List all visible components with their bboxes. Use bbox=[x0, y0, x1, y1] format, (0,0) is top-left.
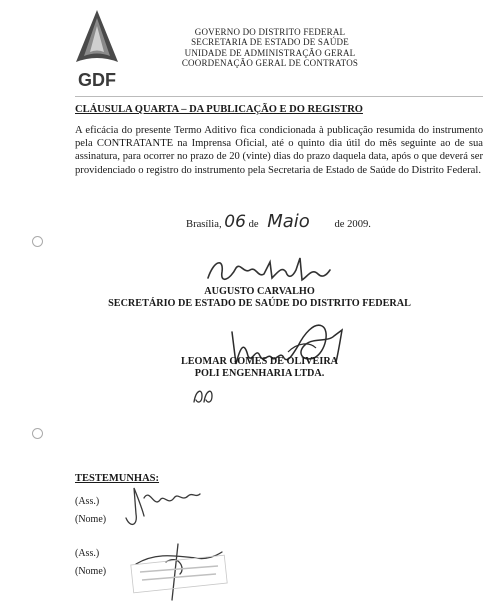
signature-witness-1 bbox=[120, 478, 210, 536]
signatory-1-name: AUGUSTO CARVALHO bbox=[204, 286, 315, 297]
witness-1-name-label: (Nome) bbox=[75, 514, 107, 525]
witnesses-title: TESTEMUNHAS: bbox=[75, 473, 160, 484]
city: Brasília, bbox=[186, 219, 222, 230]
header-line-4: COORDENAÇÃO GERAL DE CONTRATOS bbox=[181, 58, 359, 68]
initials-mark bbox=[190, 384, 220, 406]
punch-hole-bottom bbox=[32, 428, 43, 439]
signatory-2-name: LEOMAR GOMES DE OLIVEIRA bbox=[180, 356, 339, 367]
header-line-2: SECRETARIA DE ESTADO DE SAÚDE bbox=[191, 37, 349, 47]
signature-witness-2 bbox=[126, 538, 236, 602]
signatory-1-role: SECRETÁRIO DE ESTADO DE SAÚDE DO DISTRITO FEDERAL bbox=[108, 298, 411, 309]
handwritten-month: Maio bbox=[267, 211, 310, 232]
punch-hole-top bbox=[32, 236, 43, 247]
clause-body: A eficácia do presente Termo Aditivo fica condicionada à publicação resumida do instrumento pela CONTRATANTE na Imprensa Oficial, até o quinto dia útil do mês seguinte ao de sua assinatura, para ocorrer no prazo de 20 (vinte) dias do prazo daquela data, após o que deverá ser providenciado o registro do instrumento pela Secretaria de Estado de Saúde do Distrito Federal. bbox=[75, 125, 483, 176]
signatory-2-role: POLI ENGENHARIA LTDA. bbox=[194, 368, 325, 379]
year: de 2009. bbox=[334, 219, 371, 230]
witness-2-ass-label: (Ass.) bbox=[75, 548, 100, 559]
witness-1-ass-label: (Ass.) bbox=[75, 496, 100, 507]
logo-text: GDF bbox=[78, 70, 116, 90]
witness-2-name-label: (Nome) bbox=[75, 566, 107, 577]
header-line-3: UNIDADE DE ADMINISTRAÇÃO GERAL bbox=[184, 48, 356, 58]
header-line-1: GOVERNO DO DISTRITO FEDERAL bbox=[194, 27, 346, 37]
date-connector: de bbox=[248, 219, 259, 230]
place-date bbox=[186, 211, 371, 232]
handwritten-day: 06 bbox=[224, 212, 246, 232]
gdf-logo bbox=[72, 10, 122, 92]
header-divider bbox=[75, 96, 483, 97]
clause-title: CLÁUSULA QUARTA – DA PUBLICAÇÃO E DO REGISTRO bbox=[75, 104, 363, 115]
